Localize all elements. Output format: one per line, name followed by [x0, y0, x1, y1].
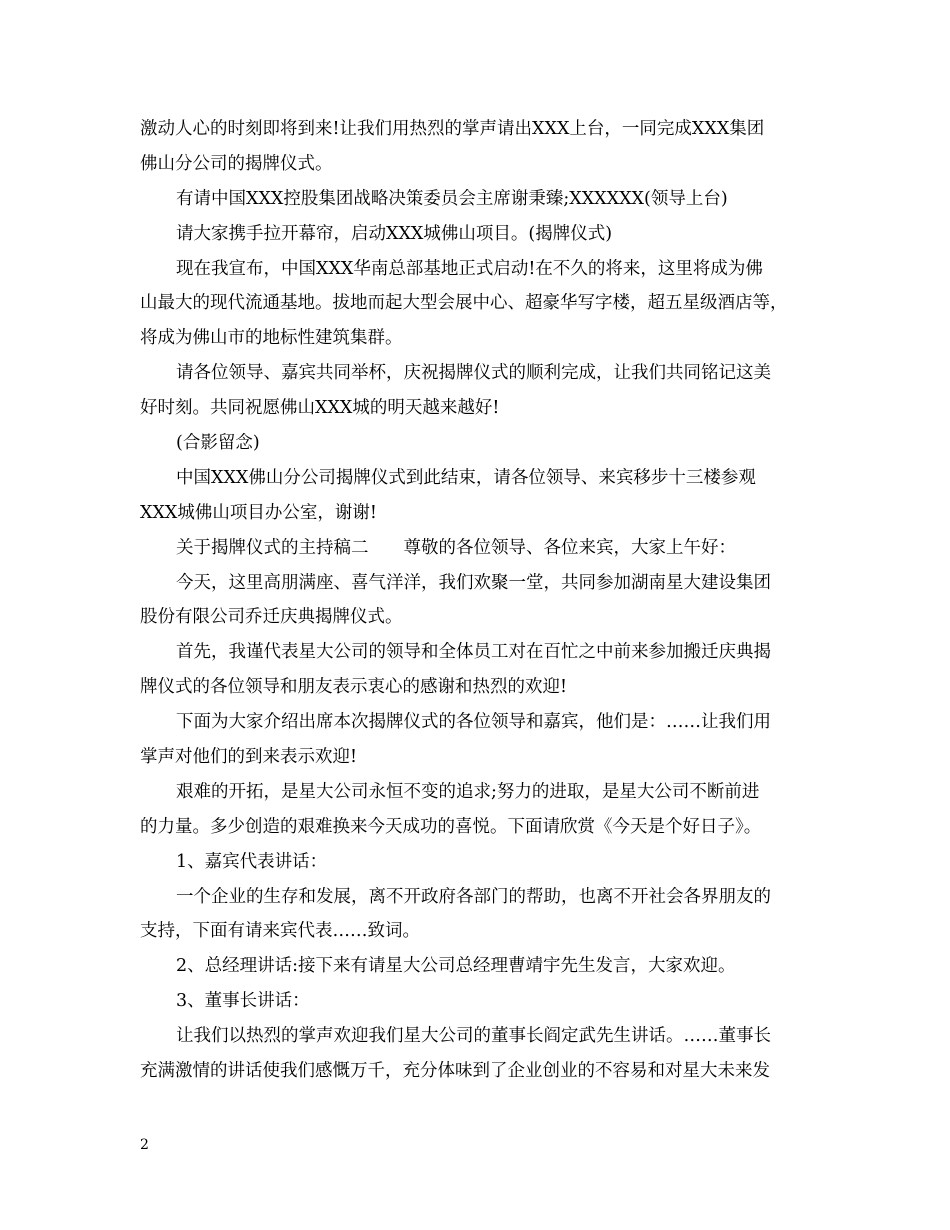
text-line: (合影留念): [176, 433, 260, 454]
document-body: [140, 112, 820, 1089]
text-line: 艰难的开拓，是星大公司永恒不变的追求;努力的进取，是星大公司不断前进: [176, 781, 760, 802]
text-line: 1、嘉宾代表讲话：: [176, 851, 328, 872]
text-line: 掌声对他们的到来表示欢迎!: [140, 747, 358, 768]
text-line: 首先，我谨代表星大公司的领导和全体员工对在百忙之中前来参加搬迁庆典揭: [176, 642, 771, 663]
text-line: 中国XXX佛山分公司揭牌仪式到此结束，请各位领导、来宾移步十三楼参观: [176, 467, 756, 488]
text-line: 的力量。多少创造的艰难换来今天成功的喜悦。下面请欣赏《今天是个好日子》。: [140, 816, 762, 837]
text-line: 将成为佛山市的地标性建筑集群。: [140, 328, 403, 349]
text-line: 现在我宣布，中国XXX华南总部基地正式启动!在不久的将来，这里将成为佛: [176, 258, 763, 279]
text-line: 下面为大家介绍出席本次揭牌仪式的各位领导和嘉宾，他们是：……让我们用: [176, 712, 771, 733]
text-line: 股份有限公司乔迁庆典揭牌仪式。: [140, 607, 403, 628]
text-line: 让我们以热烈的掌声欢迎我们星大公司的董事长阎定武先生讲话。……董事长: [176, 1026, 771, 1047]
text-line: 充满激情的讲话使我们感慨万千，充分体味到了企业创业的不容易和对星大未来发: [140, 1061, 770, 1082]
text-line: 山最大的现代流通基地。拔地而起大型会展中心、超豪华写字楼，超五星级酒店等，: [140, 293, 788, 314]
text-line: 激动人心的时刻即将到来!让我们用热烈的掌声请出XXX上台，一同完成XXX集团: [140, 119, 765, 139]
text-line: 好时刻。共同祝愿佛山XXX城的明天越来越好!: [140, 398, 500, 419]
text-line: 牌仪式的各位领导和朋友表示衷心的感谢和热烈的欢迎!: [140, 677, 568, 698]
text-line: 关于揭牌仪式的主持稿二 尊敬的各位领导、各位来宾，大家上午好：: [176, 537, 736, 558]
text-line: 2、总经理讲话:接下来有请星大公司总经理曹靖宇先生发言，大家欢迎。: [176, 956, 736, 977]
text-line: 请大家携手拉开幕帘，启动XXX城佛山项目。(揭牌仪式): [176, 223, 613, 244]
text-line: 有请中国XXX控股集团战略决策委员会主席谢秉臻;XXXXXX(领导上台): [176, 188, 728, 209]
text-line: 今天，这里高朋满座、喜气洋洋，我们欢聚一堂，共同参加湖南星大建设集团: [176, 572, 771, 593]
text-line: 支持，下面有请来宾代表……致词。: [140, 921, 420, 942]
text-line: XXX城佛山项目办公室，谢谢!: [140, 502, 377, 523]
text-line: 一个企业的生存和发展，离不开政府各部门的帮助，也离不开社会各界朋友的: [176, 886, 771, 907]
text-line: 3、董事长讲话：: [176, 991, 310, 1012]
text-line: 请各位领导、嘉宾共同举杯，庆祝揭牌仪式的顺利完成，让我们共同铭记这美: [176, 363, 771, 384]
page-number: 2: [140, 1137, 149, 1153]
text-line: 佛山分公司的揭牌仪式。: [140, 153, 333, 174]
